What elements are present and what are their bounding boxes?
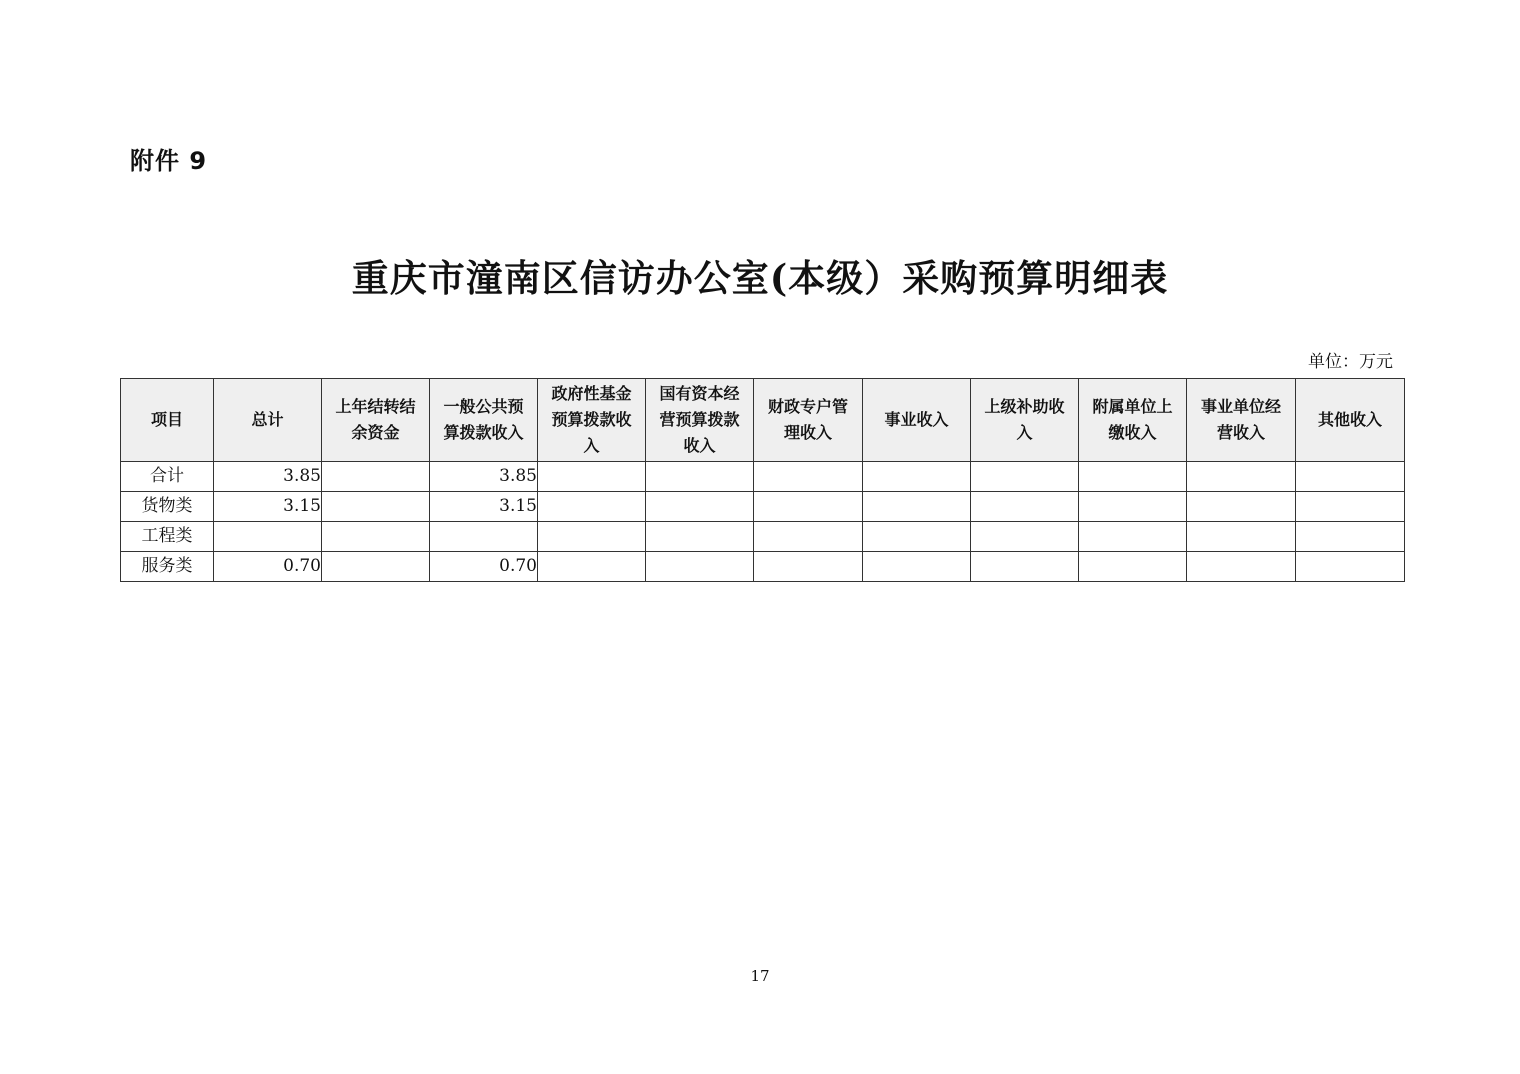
table-row-total xyxy=(121,462,1405,492)
cell-government-fund-budget xyxy=(538,462,646,492)
cell-fiscal-account-income xyxy=(754,492,863,522)
header-fiscal-account-income: 财政专户管理收入 xyxy=(754,379,863,462)
cell-fiscal-account-income xyxy=(754,462,863,492)
cell-total: 3.85 xyxy=(214,462,322,492)
attachment-label: 附件 9 xyxy=(130,147,208,175)
header-state-capital-budget: 国有资本经营预算拨款收入 xyxy=(646,379,754,462)
table-row-services xyxy=(121,552,1405,582)
cell-total xyxy=(214,522,322,552)
cell-institution-operating-income xyxy=(1187,552,1296,582)
header-item: 项目 xyxy=(121,379,214,462)
header-government-fund-budget: 政府性基金预算拨款收入 xyxy=(538,379,646,462)
cell-prior-year-carryover xyxy=(322,522,430,552)
cell-affiliated-unit-payment xyxy=(1079,552,1187,582)
cell-government-fund-budget xyxy=(538,552,646,582)
cell-institution-operating-income xyxy=(1187,462,1296,492)
cell-affiliated-unit-payment xyxy=(1079,522,1187,552)
cell-affiliated-unit-payment xyxy=(1079,492,1187,522)
cell-fiscal-account-income xyxy=(754,522,863,552)
header-business-income: 事业收入 xyxy=(863,379,971,462)
cell-other-income xyxy=(1296,462,1405,492)
header-affiliated-unit-payment: 附属单位上缴收入 xyxy=(1079,379,1187,462)
cell-superior-subsidy xyxy=(971,492,1079,522)
cell-general-public-budget: 0.70 xyxy=(430,552,538,582)
row-label: 服务类 xyxy=(121,552,214,582)
header-general-public-budget: 一般公共预算拨款收入 xyxy=(430,379,538,462)
table-row-goods xyxy=(121,492,1405,522)
row-label: 工程类 xyxy=(121,522,214,552)
cell-superior-subsidy xyxy=(971,522,1079,552)
cell-superior-subsidy xyxy=(971,462,1079,492)
cell-institution-operating-income xyxy=(1187,492,1296,522)
cell-business-income xyxy=(863,522,971,552)
cell-institution-operating-income xyxy=(1187,522,1296,552)
cell-prior-year-carryover xyxy=(322,462,430,492)
table-header-row xyxy=(121,379,1405,462)
header-other-income: 其他收入 xyxy=(1296,379,1405,462)
cell-other-income xyxy=(1296,522,1405,552)
cell-general-public-budget: 3.15 xyxy=(430,492,538,522)
cell-other-income xyxy=(1296,492,1405,522)
cell-business-income xyxy=(863,552,971,582)
cell-affiliated-unit-payment xyxy=(1079,462,1187,492)
page-title: 重庆市潼南区信访办公室(本级）采购预算明细表 xyxy=(351,256,1169,300)
header-prior-year-carryover: 上年结转结余资金 xyxy=(322,379,430,462)
row-label: 货物类 xyxy=(121,492,214,522)
table-row-engineering xyxy=(121,522,1405,552)
cell-government-fund-budget xyxy=(538,492,646,522)
cell-government-fund-budget xyxy=(538,522,646,552)
row-label: 合计 xyxy=(121,462,214,492)
cell-superior-subsidy xyxy=(971,552,1079,582)
header-superior-subsidy: 上级补助收入 xyxy=(971,379,1079,462)
cell-business-income xyxy=(863,462,971,492)
header-total: 总计 xyxy=(214,379,322,462)
cell-state-capital-budget xyxy=(646,492,754,522)
procurement-budget-table xyxy=(120,378,1405,582)
cell-total: 0.70 xyxy=(214,552,322,582)
cell-prior-year-carryover xyxy=(322,552,430,582)
cell-state-capital-budget xyxy=(646,462,754,492)
cell-state-capital-budget xyxy=(646,552,754,582)
cell-other-income xyxy=(1296,552,1405,582)
cell-general-public-budget xyxy=(430,522,538,552)
page-number: 17 xyxy=(750,967,770,985)
unit-label: 单位：万元 xyxy=(1308,352,1393,372)
cell-business-income xyxy=(863,492,971,522)
cell-total: 3.15 xyxy=(214,492,322,522)
cell-fiscal-account-income xyxy=(754,552,863,582)
cell-prior-year-carryover xyxy=(322,492,430,522)
header-institution-operating-income: 事业单位经营收入 xyxy=(1187,379,1296,462)
cell-state-capital-budget xyxy=(646,522,754,552)
cell-general-public-budget: 3.85 xyxy=(430,462,538,492)
